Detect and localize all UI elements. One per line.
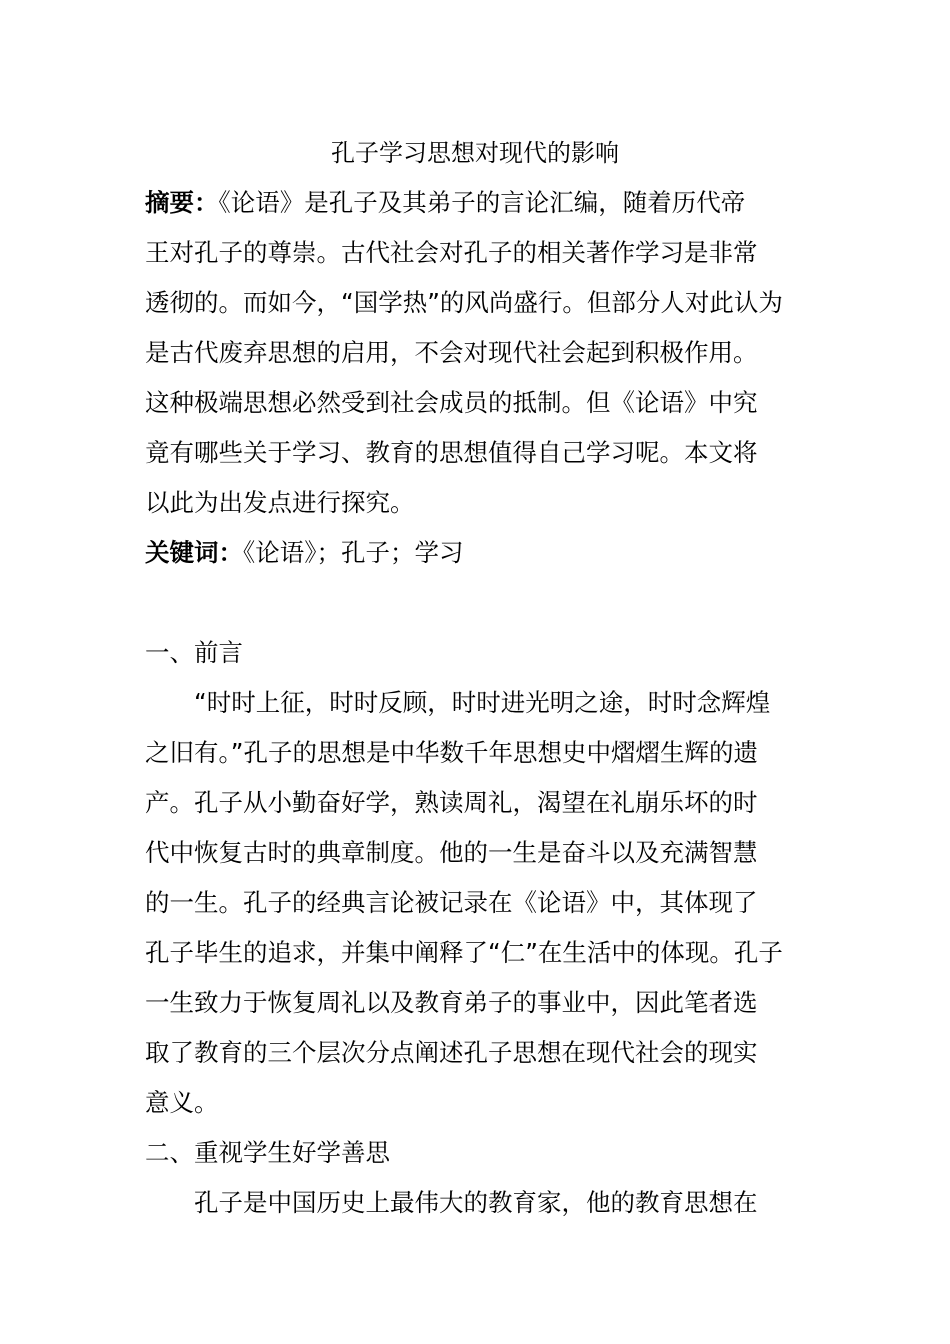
intro-line: 一生致力于恢复周礼以及教育弟子的事业中，因此笔者选 (145, 988, 758, 1017)
document-title: 孔子学习思想对现代的影响 (331, 139, 619, 167)
abstract-paragraph (145, 178, 805, 528)
section2-paragraph (145, 1178, 805, 1228)
spacer (145, 578, 805, 628)
section2-line: 孔子是中国历史上最伟大的教育家，他的教育思想在 (194, 1188, 758, 1217)
abstract-line: 这种极端思想必然受到社会成员的抵制。但《论语》中究 (145, 388, 758, 417)
abstract-line: 是古代废弃思想的启用，不会对现代社会起到积极作用。 (145, 338, 758, 367)
section-heading-student-learning: 二、重视学生好学善思 (145, 1138, 390, 1167)
abstract-line: 摘要：《论语》是孔子及其弟子的言论汇编，随着历代帝 (145, 188, 746, 217)
intro-line: 取了教育的三个层次分点阐述孔子思想在现代社会的现实 (145, 1038, 758, 1067)
intro-line: “时时上征，时时反顾，时时进光明之途，时时念辉煌 (194, 688, 771, 717)
intro-paragraph (145, 678, 805, 1128)
abstract-line: 以此为出发点进行探究。 (145, 488, 415, 517)
section-heading-intro: 一、前言 (145, 638, 243, 667)
abstract-line: 王对孔子的尊崇。古代社会对孔子的相关著作学习是非常 (145, 238, 758, 267)
intro-line: 产。孔子从小勤奋好学，熟读周礼，渴望在礼崩乐坏的时 (145, 788, 758, 817)
keywords-label: 关键词： (145, 538, 243, 567)
intro-line: 意义。 (145, 1088, 219, 1117)
intro-line: 的一生。孔子的经典言论被记录在《论语》中，其体现了 (145, 888, 758, 917)
abstract-line: 竟有哪些关于学习、教育的思想值得自己学习呢。本文将 (145, 438, 758, 467)
abstract-label: 摘要： (145, 188, 219, 217)
keywords-text: 《论语》；孔子；学习 (243, 538, 464, 567)
intro-line: 之旧有。”孔子的思想是中华数千年思想史中熠熠生辉的遗 (145, 738, 758, 767)
keywords-paragraph (145, 528, 805, 578)
abstract-line: 透彻的。而如今，“国学热”的风尚盛行。但部分人对此认为 (145, 288, 783, 317)
intro-line: 孔子毕生的追求，并集中阐释了“仁”在生活中的体现。孔子 (145, 938, 783, 967)
intro-line: 代中恢复古时的典章制度。他的一生是奋斗以及充满智慧 (145, 838, 758, 867)
document-body (145, 128, 805, 1228)
